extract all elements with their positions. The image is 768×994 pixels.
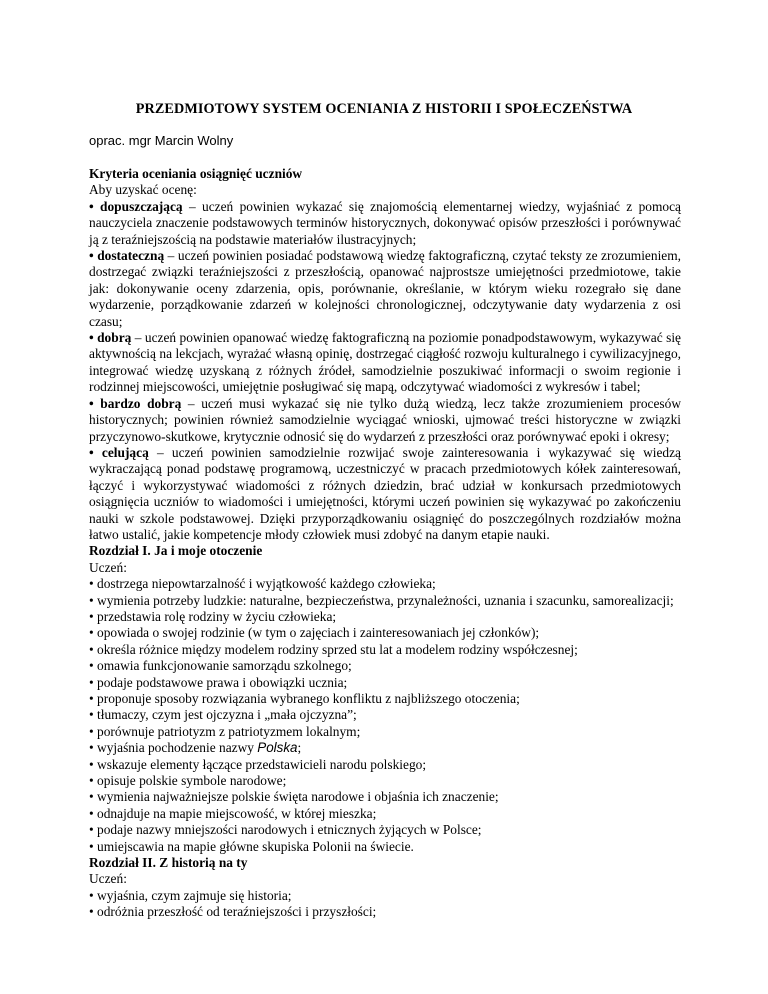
list-item: • podaje nazwy mniejszości narodowych i etnicznych żyjących w Polsce; [89,822,482,838]
list-item: • podaje podstawowe prawa i obowiązki ucznia; [89,674,348,690]
list-item: • opisuje polskie symbole narodowe; [89,773,287,789]
list-item: • wymienia potrzeby ludzkie: naturalne, bezpieczeństwa, przynależności, uznania i szacunku, samorealizacji; [89,592,674,608]
grade-paragraph [89,199,681,248]
grade-term: • celującą [89,444,149,460]
list-item: • porównuje patriotyzm z patriotyzmem lokalnym; [89,723,361,739]
list-item-prefix: • wyjaśnia pochodzenie nazwy [89,740,258,756]
document-title: PRZEDMIOTOWY SYSTEM OCENIANIA Z HISTORII I SPOŁECZEŃSTWA [135,101,633,117]
grade-paragraph [89,248,681,330]
grade-paragraph [89,396,681,445]
criteria-intro: Aby uzyskać ocenę: [89,182,197,198]
document-body [89,166,681,921]
grade-term: • dostateczną [89,248,165,264]
criteria-heading: Kryteria oceniania osiągnięć uczniów [89,166,303,181]
list-item: • odróżnia przeszłość od teraźniejszości i przyszłości; [89,904,377,920]
author-line: oprac. mgr Marcin Wolny [89,133,234,148]
grade-text: – uczeń musi wykazać się nie tylko dużą wiedzą, lecz także zrozumieniem procesów historycznych; powinien również samodzielnie wyciągać wnioski, ujmować treści historyczne w związki przyczynowo-skutkowe, krytycznie odnosić się do wydarzeń z przeszłości oraz porównywać epoki i okresy; [89,395,681,444]
list-item: • wskazuje elementy łączące przedstawicieli narodu polskiego; [89,756,427,772]
list-item: • dostrzega niepowtarzalność i wyjątkowość każdego człowieka; [89,576,436,592]
list-item [89,740,681,756]
grade-text: – uczeń powinien opanować wiedzę faktograficzną na poziomie ponadpodstawowym, wykazywać się aktywnością na lekcjach, wyrażać własną opinię, dostrzegać ciągłość rozwoju kulturalnego i cywilizacyjnego, integrować wiedzę uzyskaną z różnych źródeł, samodzielnie poszukiwać informacji o swoim regionie i rodzinnej miejscowości, umiejętnie posługiwać się mapą, odczytywać wiadomości z wykresów i tabel; [89,330,681,395]
grade-text: – uczeń powinien wykazać się znajomością elementarnej wiedzy, wyjaśniać z pomocą nauczyciela znaczenie podstawowych terminów historycznych, dokonywać opisów przeszłości i porównywać ją z teraźniejszością na podstawie materiałów ilustracyjnych; [89,198,681,247]
list-item: • umiejscawia na mapie główne skupiska Polonii na świecie. [89,838,414,854]
chapter-heading: Rozdział I. Ja i moje otoczenie [89,543,263,559]
grade-text: – uczeń powinien samodzielnie rozwijać swoje zainteresowania i wykazywać się wiedzą wykraczającą ponad podstawę programową, uczestniczyć w pracach przedmiotowych kółek zainteresowań, łączyć i wykorzystywać wiadomości z różnych dziedzin, brać udział w konkursach przedmiotowych osiągnięcia uczniów to wiadomości i umiejętności, którymi uczeń powinien się wykazywać po zakończeniu nauki w szkole podstawowej. Dzięki przyporządkowaniu osiągnięć do poszczególnych rozdziałów można łatwo ustalić, jakie kompetencje młody człowiek musi zdobyć na danym etapie nauki. [89,444,681,542]
grade-term: • dopuszczającą [89,198,183,214]
chapter-heading: Rozdział II. Z historią na ty [89,855,248,871]
list-item-suffix: ; [297,740,302,756]
chapter-intro: Uczeń: [89,559,127,575]
grade-paragraph [89,445,681,543]
list-item: • przedstawia rolę rodziny w życiu człowieka; [89,608,337,624]
grade-text: – uczeń powinien posiadać podstawową wiedzę faktograficzną, czytać teksty ze zrozumieniem, dostrzegać związki teraźniejszości z przeszłością, opanować najprostsze umiejętności przedmiotowe, takie jak: dokonywanie oceny zdarzenia, opis, porównanie, określanie, w którym wieku rozegrało się dane wydarzenie, porządkowanie zdarzeń w kolejności chronologicznej, odczytywanie daty wydarzenia z osi czasu; [89,248,681,329]
list-item: • omawia funkcjonowanie samorządu szkolnego; [89,658,352,674]
list-item: • proponuje sposoby rozwiązania wybranego konfliktu z najbliższego otoczenia; [89,691,520,706]
chapter-intro: Uczeń: [89,871,127,887]
list-item: • opowiada o swojej rodzinie (w tym o zajęciach i zainteresowaniach jej członków); [89,625,540,641]
list-item: • wymienia najważniejsze polskie święta narodowe i objaśnia ich znaczenie; [89,789,499,805]
list-item: • odnajduje na mapie miejscowość, w której mieszka; [89,805,377,821]
list-item: • wyjaśnia, czym zajmuje się historia; [89,887,292,903]
grade-term: • dobrą [89,330,132,346]
list-item: • określa różnice między modelem rodziny sprzed stu lat a modelem rodziny współczesnej; [89,641,578,657]
grade-term: • bardzo dobrą [89,395,182,411]
polska-term: Polska [257,740,298,756]
list-item: • tłumaczy, czym jest ojczyzna i „mała ojczyzna”; [89,707,357,723]
grade-paragraph [89,330,681,396]
